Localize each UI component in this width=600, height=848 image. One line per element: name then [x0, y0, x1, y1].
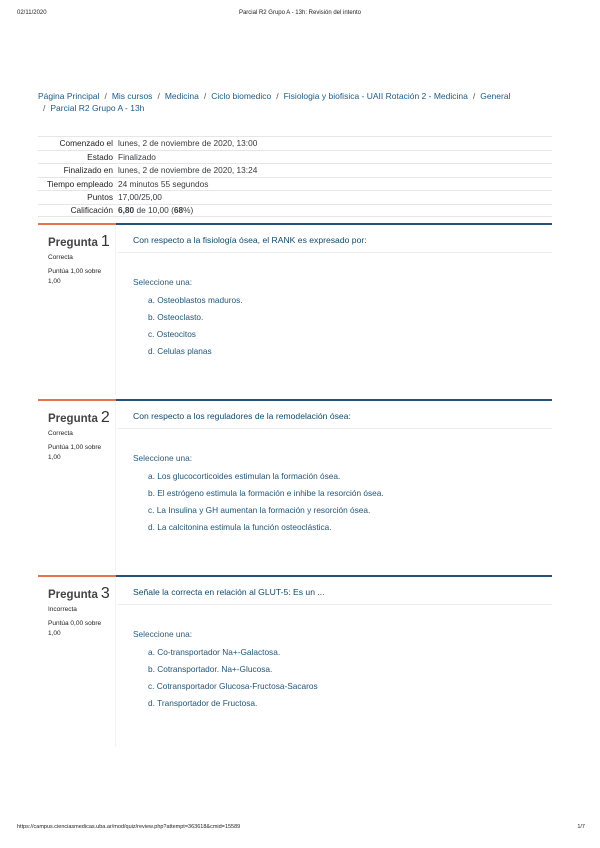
summary-value: lunes, 2 de noviembre de 2020, 13:24	[118, 165, 258, 176]
question-number: Pregunta 2	[48, 409, 110, 426]
answer-option-a[interactable]: a. Osteoblastos maduros.	[148, 295, 243, 305]
grade-percent: 68	[173, 205, 184, 216]
summary-label: Puntos	[87, 192, 113, 203]
grade-value: 6,80 de 10,00 (68%)	[118, 205, 194, 216]
answer-block	[118, 253, 552, 361]
question-state: Correcta	[48, 254, 73, 261]
summary-value: Finalizado	[118, 151, 156, 162]
answer-block	[118, 605, 552, 713]
breadcrumb-course[interactable]: Fisiologia y biofisica - UAII Rotación 2 - Medicina	[283, 91, 468, 101]
question-text: Con respecto a los reguladores de la remodelación ósea:	[118, 401, 552, 429]
print-footer	[0, 824, 600, 834]
question-content	[118, 401, 552, 537]
question-state: Correcta	[48, 430, 73, 437]
summary-row	[38, 177, 552, 191]
question-number: Pregunta 1	[48, 233, 110, 250]
summary-label: Tiempo empleado	[46, 178, 113, 189]
grade-score: 6,80	[118, 205, 135, 216]
answer-prompt: Seleccione una:	[133, 453, 193, 463]
answer-option-b[interactable]: b. El estrógeno estimula la formación e inhibe la resorción ósea.	[148, 488, 384, 498]
question-info	[38, 401, 116, 571]
breadcrumb: Página Principal / Mis cursos / Medicina / Ciclo biomedico / Fisiologia y biofisica - UAII Rotación 2 - Medicina / General / Parcial R2 Grupo A - 13h	[38, 91, 511, 113]
answer-option-d[interactable]: d. Transportador de Fructosa.	[148, 698, 258, 708]
summary-row	[38, 163, 552, 177]
breadcrumb-ciclo[interactable]: Ciclo biomedico	[211, 91, 272, 101]
summary-value: 24 minutos 55 segundos	[118, 178, 209, 189]
print-date: 02/11/2020	[17, 10, 47, 16]
summary-row	[38, 136, 552, 150]
print-header	[0, 10, 600, 22]
question-grade: Puntúa 1,00 sobre 1,00	[48, 444, 102, 461]
question-info	[38, 577, 116, 747]
summary-value: lunes, 2 de noviembre de 2020, 13:00	[118, 138, 258, 149]
question-2	[38, 399, 552, 532]
summary-row	[38, 190, 552, 204]
answer-option-a[interactable]: a. Los glucocorticoides estimulan la formación ósea.	[148, 471, 341, 481]
answer-option-d[interactable]: d. Celulas planas	[148, 346, 212, 356]
breadcrumb-mis-cursos[interactable]: Mis cursos	[111, 91, 153, 101]
print-title: Parcial R2 Grupo A - 13h: Revisión del intento	[238, 10, 362, 16]
breadcrumb-quiz[interactable]: Parcial R2 Grupo A - 13h	[50, 103, 145, 113]
answer-option-d[interactable]: d. La calcitonina estimula la función osteoclástica.	[148, 522, 332, 532]
question-content	[118, 225, 552, 361]
question-text: Señale la correcta en relación al GLUT-5: Es un ...	[118, 577, 552, 605]
question-state: Incorrecta	[48, 606, 77, 613]
breadcrumb-medicina[interactable]: Medicina	[164, 91, 199, 101]
answer-option-c[interactable]: c. Cotransportador Glucosa-Fructosa-Sacaros	[148, 681, 318, 691]
answer-prompt: Seleccione una:	[133, 629, 193, 639]
question-grade: Puntúa 0,00 sobre 1,00	[48, 620, 102, 637]
answer-option-a[interactable]: a. Co-transportador Na+-Galactosa.	[148, 647, 281, 657]
print-page-count: 1/7	[577, 824, 585, 830]
print-url: https://campus.cienciasmedicas.uba.ar/mod/quiz/review.php?attempt=363618&cmid=15589	[17, 824, 241, 830]
summary-label: Calificación	[70, 205, 113, 216]
question-info	[38, 225, 116, 395]
question-3	[38, 575, 552, 708]
summary-label: Estado	[87, 151, 113, 162]
question-grade: Puntúa 1,00 sobre 1,00	[48, 268, 102, 285]
question-text: Con respecto a la fisiología ósea, el RANK es expresado por:	[118, 225, 552, 253]
question-number: Pregunta 3	[48, 585, 110, 602]
summary-row	[38, 204, 552, 218]
answer-option-b[interactable]: b. Cotransportador. Na+-Glucosa.	[148, 664, 273, 674]
answer-option-b[interactable]: b. Osteoclasto.	[148, 312, 204, 322]
summary-value: 17,00/25,00	[118, 192, 162, 203]
summary-label: Comenzado el	[59, 138, 113, 149]
summary-label: Finalizado en	[63, 165, 113, 176]
question-content	[118, 577, 552, 713]
attempt-summary-table	[38, 136, 552, 217]
answer-option-c[interactable]: c. La Insulina y GH aumentan la formación y resorción ósea.	[148, 505, 371, 515]
breadcrumb-home[interactable]: Página Principal	[38, 91, 100, 101]
summary-row	[38, 150, 552, 164]
answer-prompt: Seleccione una:	[133, 277, 193, 287]
question-1	[38, 223, 552, 356]
answer-block	[118, 429, 552, 537]
breadcrumb-general[interactable]: General	[480, 91, 511, 101]
answer-option-c[interactable]: c. Osteocitos	[148, 329, 196, 339]
